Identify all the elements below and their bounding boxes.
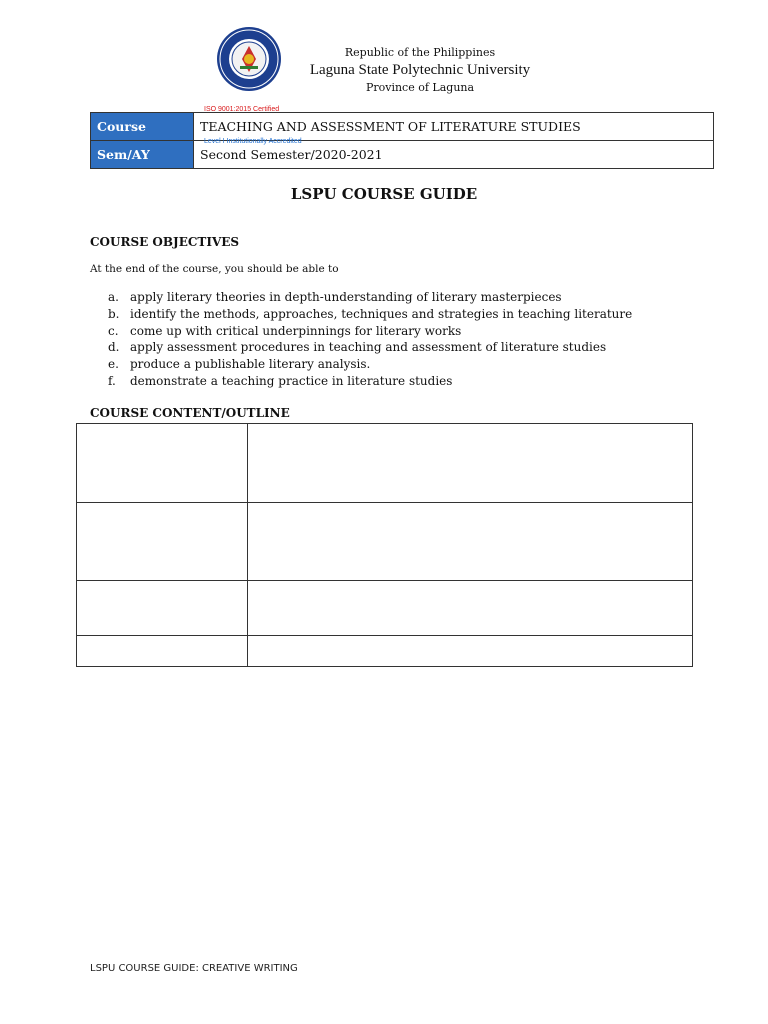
objective-marker: d.: [108, 340, 120, 355]
objective-text: demonstrate a teaching practice in literature studies: [130, 373, 453, 388]
course-info-table: [90, 112, 714, 169]
objective-text: apply literary theories in depth-understanding of literary masterpieces: [130, 290, 562, 304]
page-title: LSPU COURSE GUIDE: [290, 185, 478, 203]
semay-label: Sem/AY: [91, 141, 194, 169]
objectives-heading: COURSE OBJECTIVES: [90, 235, 240, 249]
semay-value: Second Semester/2020-2021: [194, 141, 714, 169]
outline-row: [77, 503, 693, 581]
objective-item: [108, 323, 632, 340]
objectives-list: [108, 289, 632, 390]
outline-cell-right: [248, 581, 693, 636]
outline-cell-right: [248, 424, 693, 503]
course-outline-table: [76, 423, 693, 667]
outline-cell-left: [77, 503, 248, 581]
objective-item: [108, 356, 632, 373]
outline-cell-right: [248, 636, 693, 667]
iso-certification: ISO 9001:2015 Certified: [204, 106, 280, 113]
outline-cell-left: [77, 581, 248, 636]
objective-item: [108, 339, 632, 356]
objective-marker: a.: [108, 290, 119, 304]
outline-row: [77, 424, 693, 503]
accreditation-note: Level I Institutionally Accredited: [204, 138, 302, 145]
objective-item: [108, 289, 632, 306]
objective-item: [108, 373, 632, 390]
course-row: [91, 113, 714, 141]
objective-marker: c.: [108, 323, 119, 338]
objective-marker: f.: [108, 373, 116, 388]
header-republic: Republic of the Philippines: [344, 46, 496, 59]
course-label: Course: [91, 113, 194, 141]
header-province: Province of Laguna: [365, 81, 475, 94]
objective-text: come up with critical underpinnings for literary works: [130, 323, 462, 338]
objective-marker: e.: [108, 357, 119, 372]
header-university: Laguna State Polytechnic University: [309, 62, 531, 78]
outline-cell-left: [77, 424, 248, 503]
outline-cell-right: [248, 503, 693, 581]
outline-row: [77, 581, 693, 636]
semay-row: [91, 141, 714, 169]
page-footer: LSPU COURSE GUIDE: CREATIVE WRITING: [90, 963, 298, 974]
objective-item: [108, 306, 632, 323]
objective-text: identify the methods, approaches, techniques and strategies in teaching literature: [130, 306, 633, 321]
objective-text: produce a publishable literary analysis.: [130, 357, 371, 372]
content-heading: COURSE CONTENT/OUTLINE: [90, 406, 290, 420]
course-value: TEACHING AND ASSESSMENT OF LITERATURE STUDIES: [194, 113, 714, 141]
objective-marker: b.: [108, 306, 120, 321]
outline-row: [77, 636, 693, 667]
outline-cell-left: [77, 636, 248, 667]
objective-text: apply assessment procedures in teaching and assessment of literature studies: [130, 340, 607, 355]
objectives-intro: At the end of the course, you should be able to: [90, 263, 339, 275]
